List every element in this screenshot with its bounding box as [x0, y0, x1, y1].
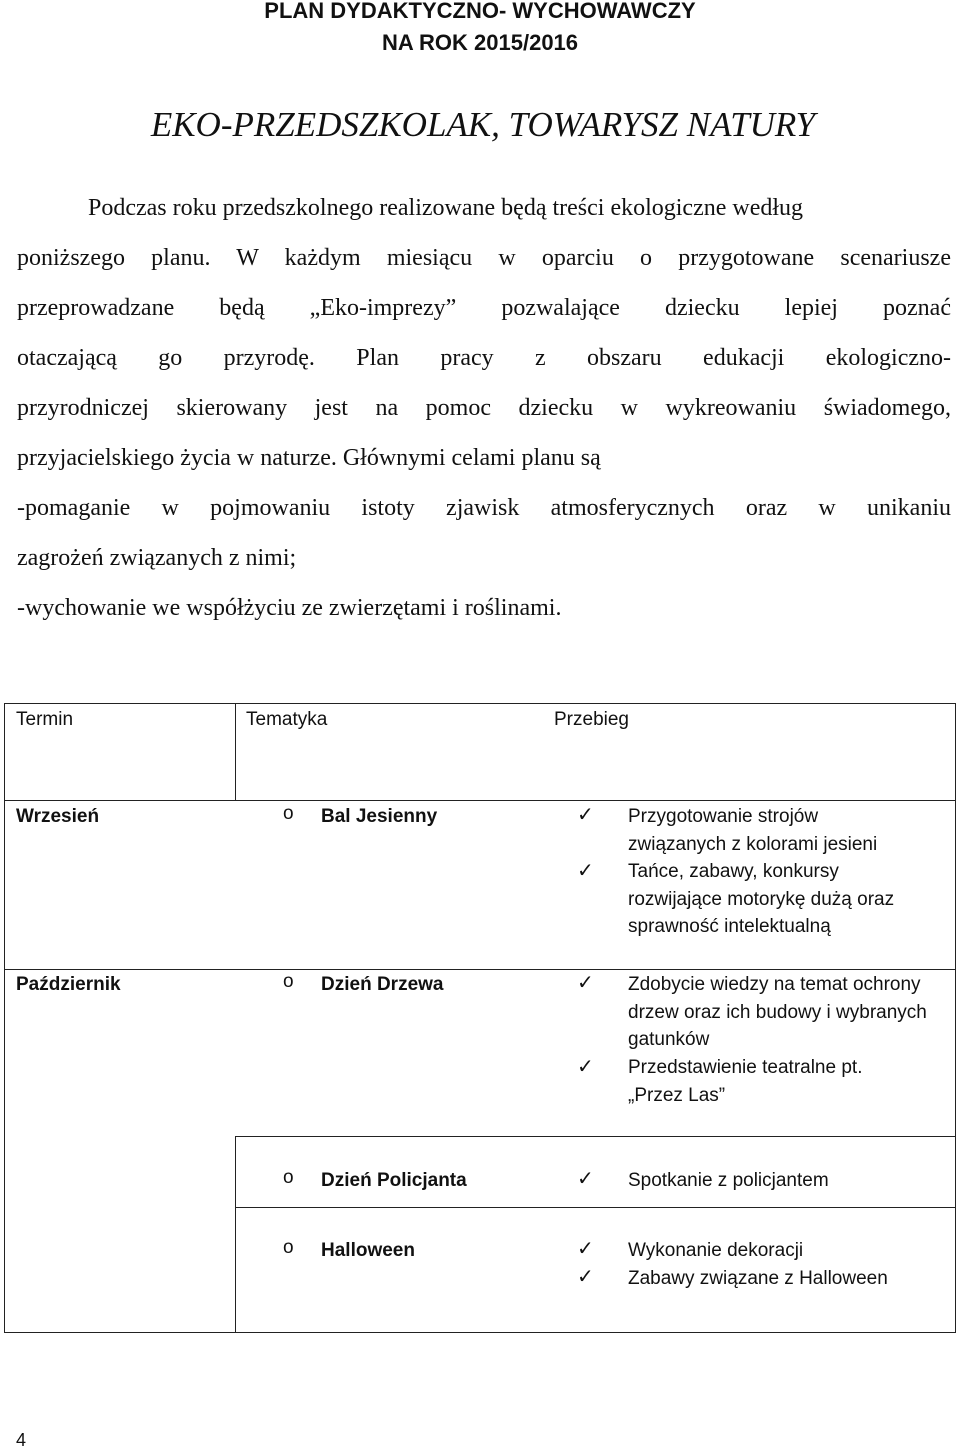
row-przebieg-item: Spotkanie z policjantem [628, 1170, 829, 1191]
intro-line: przyrodniczej skierowany jest na pomoc dziecku w wykreowaniu świadomego, [17, 395, 951, 421]
bullet-o-icon: o [283, 971, 294, 992]
row-divider [5, 969, 955, 970]
check-icon: ✓ [577, 972, 594, 994]
intro-line: Podczas roku przedszkolnego realizowane będą treści ekologiczne według [88, 195, 804, 221]
row-przebieg-item: Wykonanie dekoracji [628, 1240, 804, 1261]
intro-line: poniższego planu. W każdym miesiącu w oparciu o przygotowane scenariusze [17, 245, 951, 271]
plan-table [4, 703, 956, 1333]
row-divider [235, 1207, 955, 1208]
check-icon: ✓ [577, 860, 594, 882]
intro-line: -wychowanie we współżyciu ze zwierzętami i roślinami. [17, 595, 562, 621]
check-icon: ✓ [577, 1056, 594, 1078]
intro-line: -pomaganie w pojmowaniu istoty zjawisk atmosferycznych oraz w unikaniu [17, 495, 951, 521]
intro-line: przeprowadzane będą „Eko-imprezy” pozwalające dziecku lepiej poznać [17, 295, 951, 321]
row-termin: Wrzesień [16, 806, 100, 827]
bullet-o-icon: o [283, 1237, 294, 1258]
row-przebieg-item: Zdobycie wiedzy na temat ochrony drzew oraz ich budowy i wybranych gatunków [628, 974, 927, 1050]
check-icon: ✓ [577, 1266, 594, 1288]
row-przebieg-item: Przedstawienie teatralne pt. „Przez Las” [628, 1057, 863, 1106]
header-termin: Termin [16, 709, 74, 730]
row-tematyka: Dzień Policjanta [321, 1170, 467, 1191]
header-przebieg: Przebieg [554, 709, 629, 730]
row-przebieg-item: Zabawy związane z Halloween [628, 1268, 888, 1289]
column-divider [235, 1136, 236, 1333]
row-tematyka: Bal Jesienny [321, 806, 438, 827]
column-divider [235, 704, 236, 800]
header-tematyka: Tematyka [246, 709, 328, 730]
document-title: EKO-PRZEDSZKOLAK, TOWARYSZ NATURY [150, 105, 816, 144]
row-termin: Październik [16, 974, 121, 995]
bullet-o-icon: o [283, 1167, 294, 1188]
row-divider [5, 800, 955, 801]
row-przebieg-item: Tańce, zabawy, konkursy rozwijające motorykę dużą oraz sprawność intelektualną [628, 861, 895, 937]
check-icon: ✓ [577, 1238, 594, 1260]
plan-heading-line2: NA ROK 2015/2016 [381, 30, 579, 55]
intro-line: przyjacielskiego życia w naturze. Głównymi celami planu są [17, 445, 601, 471]
row-tematyka: Halloween [321, 1240, 415, 1261]
row-przebieg-item: Przygotowanie strojów związanych z kolorami jesieni [628, 806, 878, 855]
check-icon: ✓ [577, 1168, 594, 1190]
bullet-o-icon: o [283, 803, 294, 824]
page-number: 4 [16, 1430, 27, 1450]
intro-line: zagrożeń związanych z nimi; [17, 545, 297, 571]
row-tematyka: Dzień Drzewa [321, 974, 444, 995]
intro-line: otaczającą go przyrodę. Plan pracy z obszaru edukacji ekologiczno- [17, 345, 951, 371]
check-icon: ✓ [577, 804, 594, 826]
row-divider [235, 1136, 955, 1137]
plan-heading-line1: PLAN DYDAKTYCZNO- WYCHOWAWCZY [264, 0, 696, 23]
